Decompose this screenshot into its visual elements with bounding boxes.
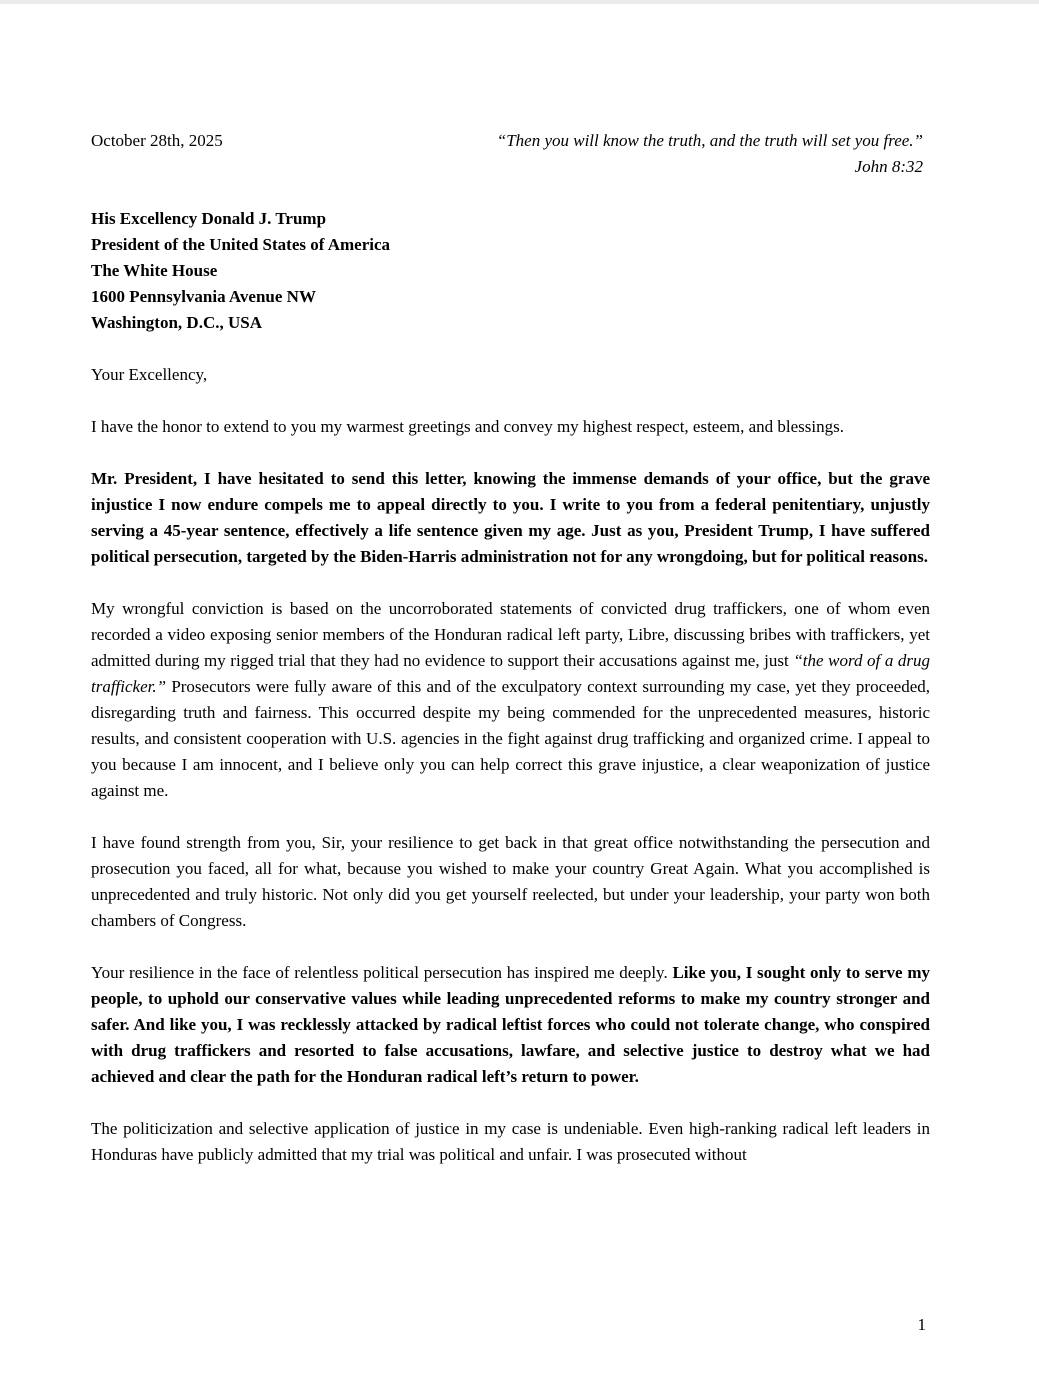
scripture-quote-block — [223, 128, 930, 180]
paragraph-resilience-bold: Like you, I sought only to serve my people, to uphold our conservative values while leading unprecedented reforms to make my country stronger and safer. And like you, I was recklessly attacked by radical leftist forces who could not tolerate change, who conspired with drug traffickers and resorted to false accusations, lawfare, and selective justice to destroy what we had achieved and clear the path for the Honduran radical left’s return to power. — [91, 963, 930, 1086]
paragraph-conviction-text: Prosecutors were fully aware of this and of the exculpatory context surrounding my case, yet they proceeded, disregarding truth and fairness. This occurred despite my being commended for the unprecedented measures, historic results, and consistent cooperation with U.S. agencies in the fight against drug trafficking and organized crime. I appeal to you because I am innocent, and I believe only you can help correct this grave injustice, a clear weaponization of justice against me. — [91, 677, 930, 800]
paragraph-conviction-quote: “the word of a drug trafficker.” — [91, 651, 931, 696]
paragraph-greeting: I have the honor to extend to you my warmest greetings and convey my highest respect, esteem, and blessings. — [91, 417, 845, 436]
paragraph-strength: I have found strength from you, Sir, your resilience to get back in that great office notwithstanding the persecution and prosecution you faced, all for what, because you wished to make your country Great Again. What you accomplished is unprecedented and truly historic. Not only did you get yourself reelected, but under your leadership, your party won both chambers of Congress. — [91, 833, 930, 930]
recipient-title: President of the United States of America — [91, 235, 391, 254]
recipient-address-line: 1600 Pennsylvania Avenue NW — [91, 287, 316, 306]
recipient-address-line: The White House — [91, 261, 218, 280]
paragraph-resilience-intro: Your resilience in the face of relentless political persecution has inspired me deeply. — [91, 963, 673, 982]
scripture-reference: John 8:32 — [854, 157, 923, 176]
letter-date: October 28th, 2025 — [91, 131, 223, 150]
recipient-address-line: Washington, D.C., USA — [91, 313, 262, 332]
paragraph-resilience — [91, 960, 930, 1090]
paragraph-conviction-text: My wrongful conviction is based on the uncorroborated statements of convicted drug traffickers, one of whom even recorded a video exposing senior members of the Honduran radical left party, Libre, discussing bribes with traffickers, yet admitted during my rigged trial that they had no evidence to support their accusations against me, just — [91, 599, 930, 670]
recipient-address — [91, 206, 930, 336]
paragraph-appeal: Mr. President, I have hesitated to send this letter, knowing the immense demands of your office, but the grave injustice I now endure compels me to appeal directly to you. I write to you from a federal penitentiary, unjustly serving a 45-year sentence, effectively a life sentence given my age. Just as you, President Trump, I have suffered political persecution, targeted by the Biden-Harris administration not for any wrongdoing, but for political reasons. — [91, 469, 930, 566]
letter-header — [91, 128, 930, 180]
page-number: 1 — [917, 1315, 926, 1334]
recipient-name: His Excellency Donald J. Trump — [91, 209, 327, 228]
scripture-quote: “Then you will know the truth, and the truth will set you free.” — [496, 131, 923, 150]
paragraph-politicization: The politicization and selective application of justice in my case is undeniable. Even high-ranking radical left leaders in Honduras have publicly admitted that my trial was political and unfair. I was prosecuted without — [91, 1119, 930, 1164]
salutation: Your Excellency, — [91, 365, 208, 384]
paragraph-conviction — [91, 596, 930, 804]
